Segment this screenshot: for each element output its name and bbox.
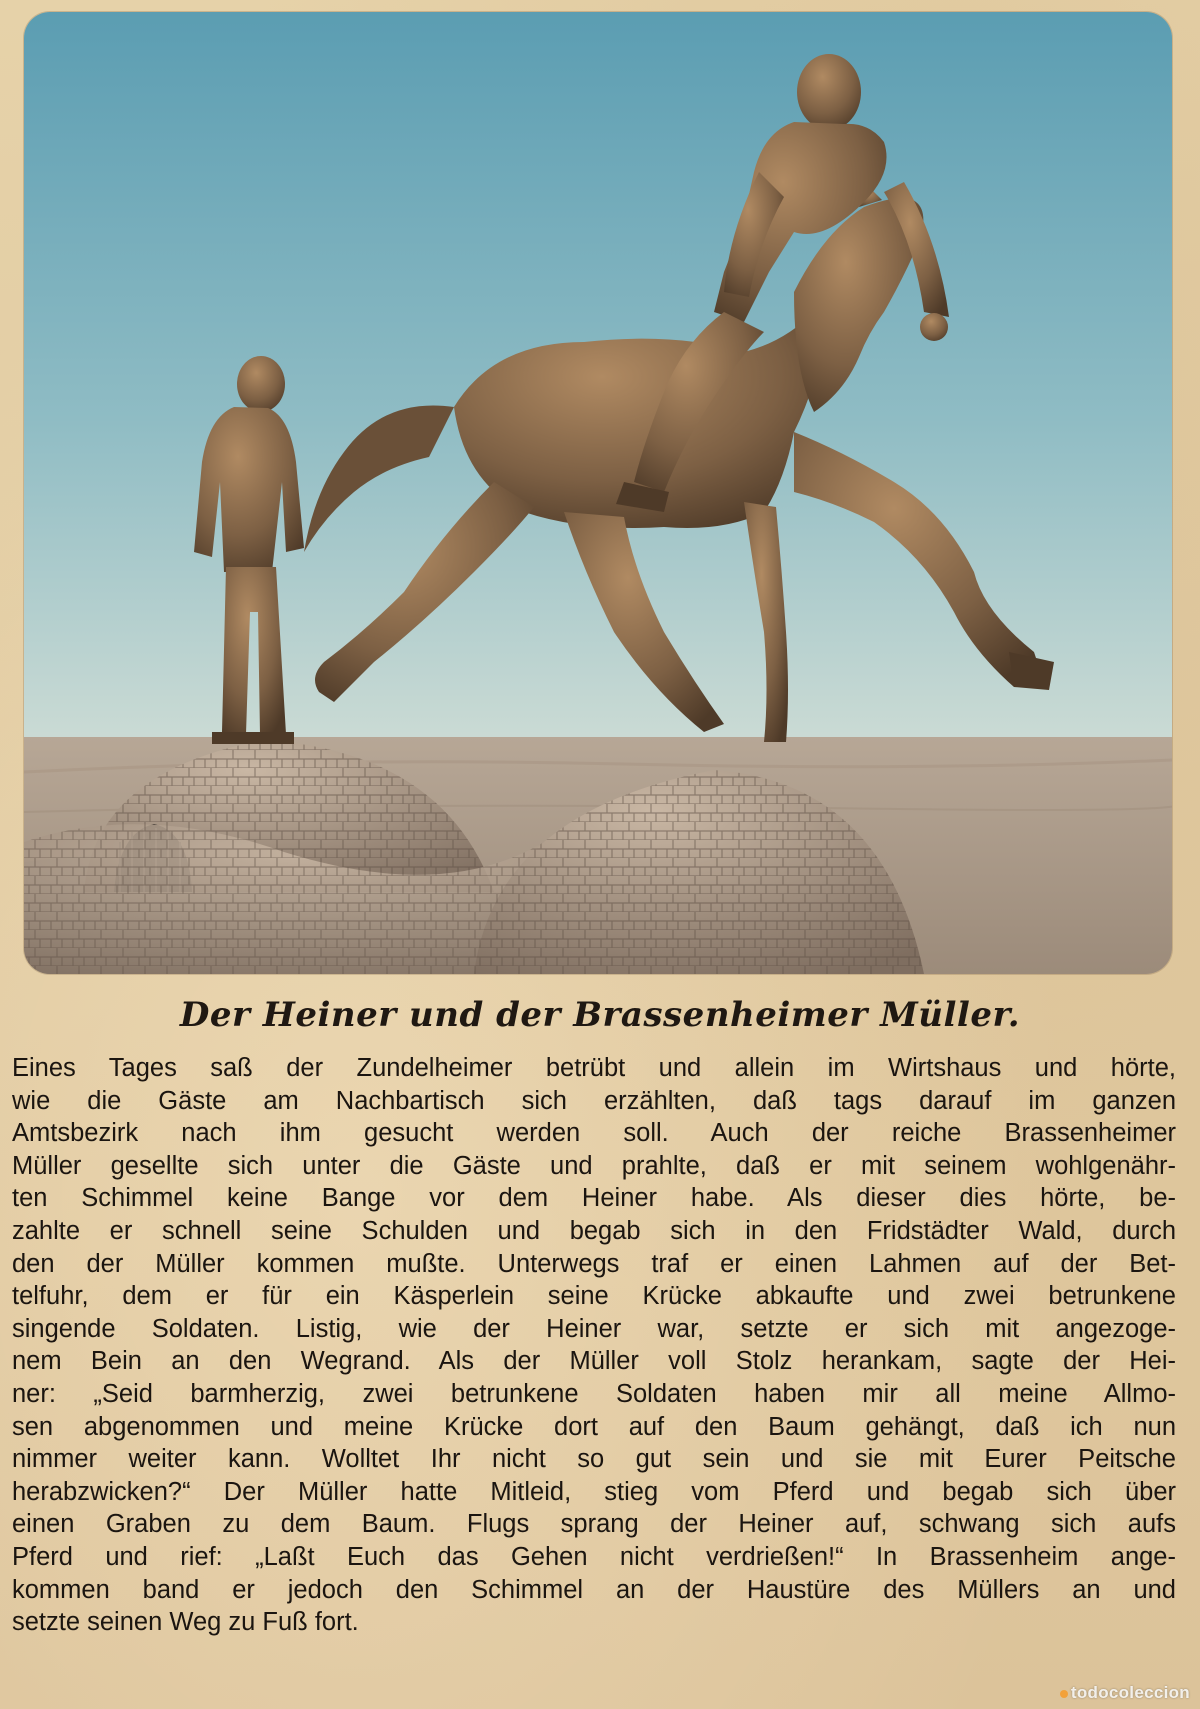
statue-illustration	[24, 12, 1172, 974]
watermark-dot-icon	[1060, 1690, 1068, 1698]
story-line: nimmer weiter kann. Wolltet Ihr nicht so gut sein und sie mit Eurer Peitsche	[12, 1445, 1176, 1474]
story-line: den der Müller kommen mußte. Unterwegs traf er einen Lahmen auf der Bet-	[12, 1249, 1176, 1278]
story-line: Pferd und rief: „Laßt Euch das Gehen nicht verdrießen!“ In Brassenheim ange-	[12, 1542, 1176, 1571]
story-line: Amtsbezirk nach ihm gesucht werden soll. Auch der reiche Brassenheimer	[12, 1119, 1176, 1148]
story-line: Müller gesellte sich unter die Gäste und prahlte, daß er mit seinem wohlgenähr-	[12, 1151, 1176, 1180]
story-line: herabzwicken?“ Der Müller hatte Mitleid, stieg vom Pferd und begab sich über	[12, 1477, 1176, 1506]
story-line: sen abgenommen und meine Krücke dort auf den Baum gehängt, daß ich nun	[12, 1412, 1176, 1441]
statue-photo	[24, 12, 1172, 974]
story-line: nem Bein an den Wegrand. Als der Müller voll Stolz herankam, sagte der Hei-	[12, 1347, 1176, 1376]
story-line: einen Graben zu dem Baum. Flugs sprang der Heiner auf, schwang sich aufs	[12, 1510, 1176, 1539]
story-line: ner: „Seid barmherzig, zwei betrunkene Soldaten haben mir all meine Allmo-	[12, 1379, 1176, 1408]
watermark	[1060, 1683, 1190, 1703]
story-line: kommen band er jedoch den Schimmel an der Haustüre des Müllers an und	[12, 1575, 1176, 1604]
story-line: ten Schimmel keine Bange vor dem Heiner habe. Als dieser dies hörte, be-	[12, 1184, 1176, 1213]
story-line: zahlte er schnell seine Schulden und begab sich in den Fridstädter Wald, durch	[12, 1216, 1176, 1245]
story-line: wie die Gäste am Nachbartisch sich erzählten, daß tags darauf im ganzen	[12, 1086, 1176, 1115]
story-line: Eines Tages saß der Zundelheimer betrübt und allein im Wirtshaus und hörte,	[12, 1054, 1176, 1082]
story-line: singende Soldaten. Listig, wie der Heiner war, setzte er sich mit angezoge-	[12, 1314, 1176, 1343]
story-title: Der Heiner und der Brassenheimer Müller.	[179, 995, 1021, 1035]
story-line: telfuhr, dem er für ein Käsperlein seine Krücke abkaufte und zwei betrunkene	[12, 1282, 1176, 1311]
story-line: setzte seinen Weg zu Fuß fort.	[12, 1608, 359, 1637]
story-text	[12, 1052, 1176, 1639]
watermark-text: todocoleccion	[1070, 1683, 1190, 1702]
